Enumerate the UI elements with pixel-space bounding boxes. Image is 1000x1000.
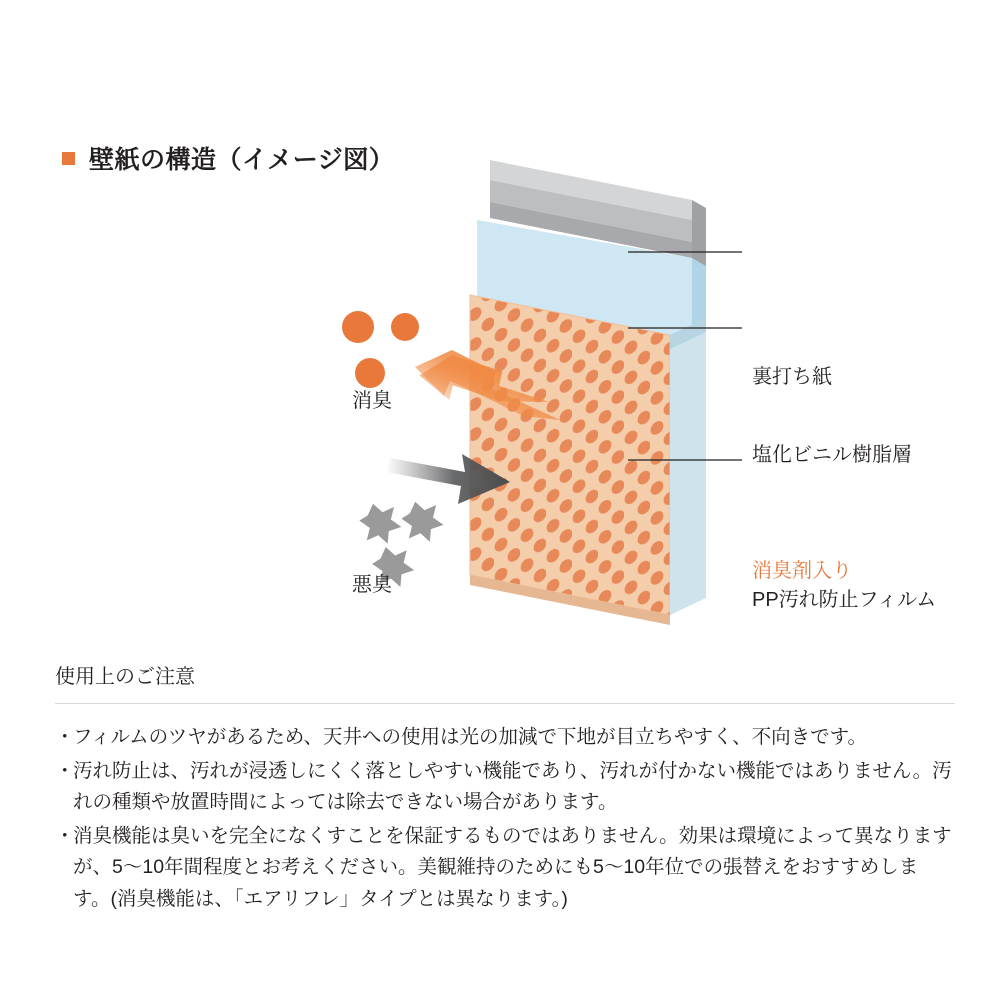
list-item-text: 消臭機能は臭いを完全になくすことを保証するものではありません。効果は環境によって異なりますが、5〜10年間程度とお考えください。美観維持のためにも5〜10年位での張替えをおすすめします。(消臭機能は、「エアリフレ」タイプとは異なります。) (73, 824, 952, 910)
list-item-text: 汚れ防止は、汚れが浸透しにくく落としやすい機能であり、汚れが付かない機能ではありません。汚れの種類や放置時間によっては除去できない場合があります。 (73, 759, 952, 814)
list-item-text: フィルムのツヤがあるため、天井への使用は光の加減で下地が目立ちやすく、不向きです。 (73, 726, 868, 748)
wallpaper-structure-diagram (0, 120, 1000, 660)
page-title: 壁紙の構造（イメージ図） (89, 146, 395, 174)
list-bullet: ・ (55, 726, 75, 748)
list-item (55, 756, 955, 819)
list-bullet: ・ (55, 824, 75, 847)
notes-heading: 使用上のご注意 (55, 666, 195, 688)
label-odor: 消臭 (352, 390, 392, 412)
label-backing-paper: 裏打ち紙 (752, 366, 832, 388)
odor-particles (342, 311, 419, 388)
label-bad-odor: 悪臭 (352, 574, 392, 596)
label-pp-film (752, 557, 936, 615)
notes-list (55, 704, 955, 915)
list-item (55, 821, 955, 916)
label-pp-film-line1: 消臭剤入り (752, 560, 852, 582)
list-item (55, 722, 955, 754)
label-pp-film-line2: PP汚れ防止フィルム (752, 589, 937, 611)
label-vinyl-layer: 塩化ビニル樹脂層 (752, 444, 912, 466)
usage-notes (55, 660, 955, 917)
list-bullet: ・ (55, 759, 75, 782)
